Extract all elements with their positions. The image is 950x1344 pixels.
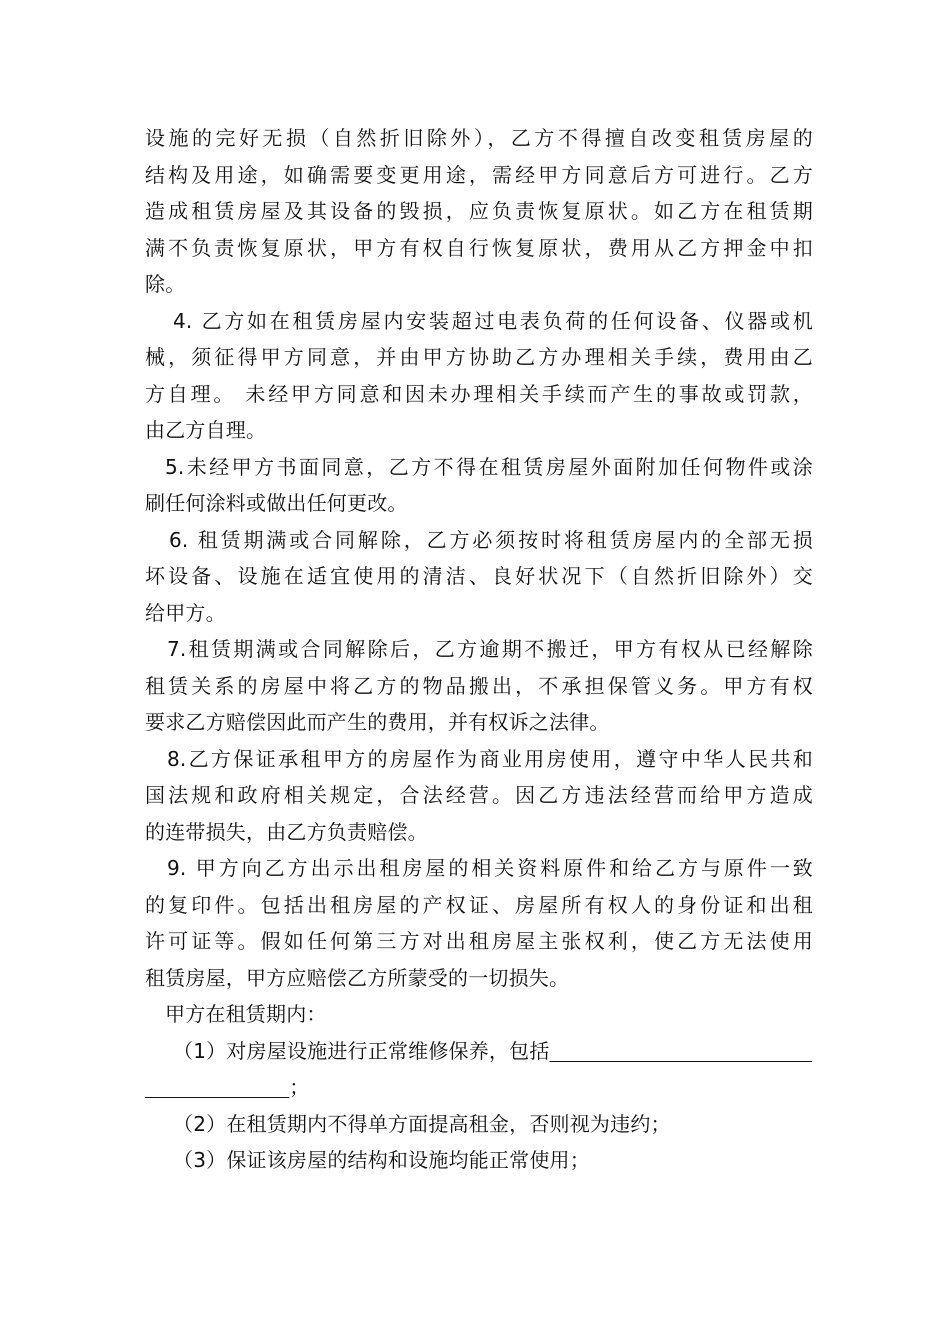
obligation-item-1-text: （1）对房屋设施进行正常维修保养，包括 bbox=[173, 1038, 550, 1063]
text-line: 结构及用途，如确需要变更用途，需经甲方同意后方可进行。乙方 bbox=[145, 162, 813, 187]
fill-in-blank[interactable] bbox=[145, 1075, 289, 1099]
text-line: 国法规和政府相关规定，合法经营。因乙方违法经营而给甲方造成 bbox=[145, 783, 813, 807]
obligation-item-1 bbox=[145, 1033, 813, 1070]
text-line: 的连带损失，由乙方负责赔偿。 bbox=[145, 819, 428, 844]
clause-9 bbox=[145, 850, 813, 996]
text-line: 租赁关系的房屋中将乙方的物品搬出，不承担保管义务。甲方有权 bbox=[145, 673, 813, 698]
text-line: 满不负责恢复原状，甲方有权自行恢复原状，费用从乙方押金中扣 bbox=[145, 235, 813, 260]
landlord-obligations bbox=[145, 996, 813, 1179]
clause-6 bbox=[145, 522, 813, 632]
obligations-heading: 甲方在租赁期内： bbox=[165, 1002, 327, 1026]
text-line: 坏设备、设施在适宜使用的清洁、良好状况下（自然折旧除外）交 bbox=[145, 564, 813, 588]
obligation-item-3: （3）保证该房屋的结构和设施均能正常使用； bbox=[173, 1148, 590, 1172]
clause-8 bbox=[145, 741, 813, 851]
fill-in-blank[interactable] bbox=[550, 1039, 812, 1063]
text-line: 械，须征得甲方同意，并由甲方协助乙方办理相关手续，费用由乙 bbox=[145, 345, 813, 369]
clause-3-continuation bbox=[145, 120, 813, 303]
text-line: 要求乙方赔偿因此而产生的费用，并有权诉之法律。 bbox=[145, 710, 610, 734]
text-line: 租赁房屋，甲方应赔偿乙方所蒙受的一切损失。 bbox=[145, 965, 570, 990]
text-line: 由乙方自理。 bbox=[145, 418, 267, 442]
text-line: 给甲方。 bbox=[145, 600, 226, 625]
text-line: 设施的完好无损（自然折旧除外），乙方不得擅自改变租赁房屋的 bbox=[145, 126, 813, 150]
text-line: 9. 甲方向乙方出示出租房屋的相关资料原件和给乙方与原件一致 bbox=[167, 856, 813, 880]
text-line: 7.租赁期满或合同解除后，乙方逾期不搬迁，甲方有权从已经解除 bbox=[167, 637, 813, 661]
clause-4 bbox=[145, 303, 813, 449]
document-body bbox=[145, 120, 813, 1179]
obligation-item-2: （2）在租赁期内不得单方面提高租金，否则视为违约； bbox=[173, 1111, 671, 1136]
text-line: 8.乙方保证承租甲方的房屋作为商业用房使用，遵守中华人民共和 bbox=[167, 746, 813, 771]
text-line: 方自理。 未经甲方同意和因未办理相关手续而产生的事故或罚款， bbox=[145, 381, 813, 406]
semicolon: ； bbox=[289, 1075, 310, 1099]
text-line: 许可证等。假如任何第三方对出租房屋主张权利，使乙方无法使用 bbox=[145, 929, 813, 953]
obligation-item-1-continuation bbox=[145, 1069, 813, 1106]
text-line: 造成租赁房屋及其设备的毁损，应负责恢复原状。如乙方在租赁期 bbox=[145, 199, 813, 223]
text-line: 4. 乙方如在租赁房屋内安装超过电表负荷的任何设备、仪器或机 bbox=[173, 308, 813, 333]
text-line: 除。 bbox=[145, 272, 186, 296]
text-line: 6. 租赁期满或合同解除，乙方必须按时将租赁房屋内的全部无损 bbox=[169, 527, 813, 552]
clause-7 bbox=[145, 631, 813, 741]
text-line: 刷任何涂料或做出任何更改。 bbox=[145, 491, 408, 515]
clause-5 bbox=[145, 449, 813, 522]
text-line: 5.未经甲方书面同意，乙方不得在租赁房屋外面附加任何物件或涂 bbox=[165, 454, 813, 479]
text-line: 的复印件。包括出租房屋的产权证、房屋所有权人的身份证和出租 bbox=[145, 892, 813, 917]
